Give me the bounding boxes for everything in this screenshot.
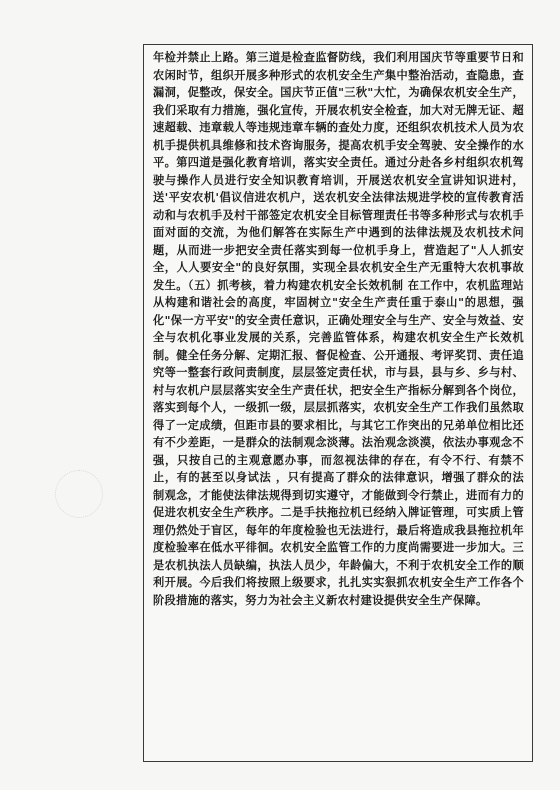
document-frame (143, 44, 533, 762)
faint-stamp (55, 470, 103, 518)
body-paragraph: 年检并禁止上路。第三道是检查监督防线，我们利用国庆节等重要节日和农闲时节，组织开展多种形式的农机安全生产集中整治活动，查隐患，查漏洞，促整改，保安全。国庆节正值"三秋"大忙，为确保农机安全生产，我们采取有力措施，强化宣传，开展农机安全检查，加大对无牌无证、超速超载、违章载人等违规违章车辆的查处力度，还组织农机技术人员为农机手提供机具维修和技术咨询服务，提高农机手安全驾驶、安全操作的水平。第四道是强化教育培训，落实安全责任。通过分赴各乡村组织农机驾驶与操作人员进行安全知识教育培训，开展送农机安全宣讲知识进村，送'平安农机'倡议信进农机户，送农机安全法律法规进学校的宣传教育活动和与农机手及村干部签定农机安全目标管理责任书等多种形式与农机手面对面的交流，为他们解答在实际生产中遇到的法律法规及农机技术问题，从而进一步把安全责任落实到每一位机手身上，营造起了"人人抓安全，人人要安全"的良好氛围，实现全县农机安全生产无重特大农机事故发生。（五）抓考核，着力构建农机安全长效机制 在工作中，农机监理站从构建和谐社会的高度，牢固树立"安全生产责任重于泰山"的思想，强化"保一方平安"的安全责任意识，正确处理安全与生产、安全与效益、安全与农机化事业发展的关系，完善监管体系，构建农机安全生产长效机制。健全任务分解、定期汇报、督促检查、公开通报、考评奖罚、责任追究等一整套行政问责制度，层层签定责任状，市与县，县与乡、乡与村、村与农机户层层落实安全生产责任状，把安全生产指标分解到各个岗位，落实到每个人，一级抓一级，层层抓落实，农机安全生产工作我们虽然取得了一定成绩，但距市县的要求相比，与其它工作突出的兄弟单位相比还有不少差距，一是群众的法制观念淡薄。法治观念淡漠，依法办事观念不强，只按自己的主观意愿办事，而忽视法律的存在，有令不行、有禁不止，有的甚至以身试法 ，只有提高了群众的法律意识，增强了群众的法制观念，才能使法律法规得到切实遵守，才能做到令行禁止，进而有力的促进农机安全生产秩序。二是手扶拖拉机已经纳入牌证管理，可实质上管理仍然处于盲区，每年的年度检验也无法进行，最后将造成我县拖拉机年度检验率在低水平徘徊。农机安全监管工作的力度尚需要进一步加大。三是农机执法人员缺编，执法人员少，年龄偏大，不利于农机安全工作的顺利开展。今后我们将按照上级要求，扎扎实实狠抓农机安全生产工作各个阶段措施的落实，努力为社会主义新农村建设提供安全生产保障。 (153, 50, 524, 607)
